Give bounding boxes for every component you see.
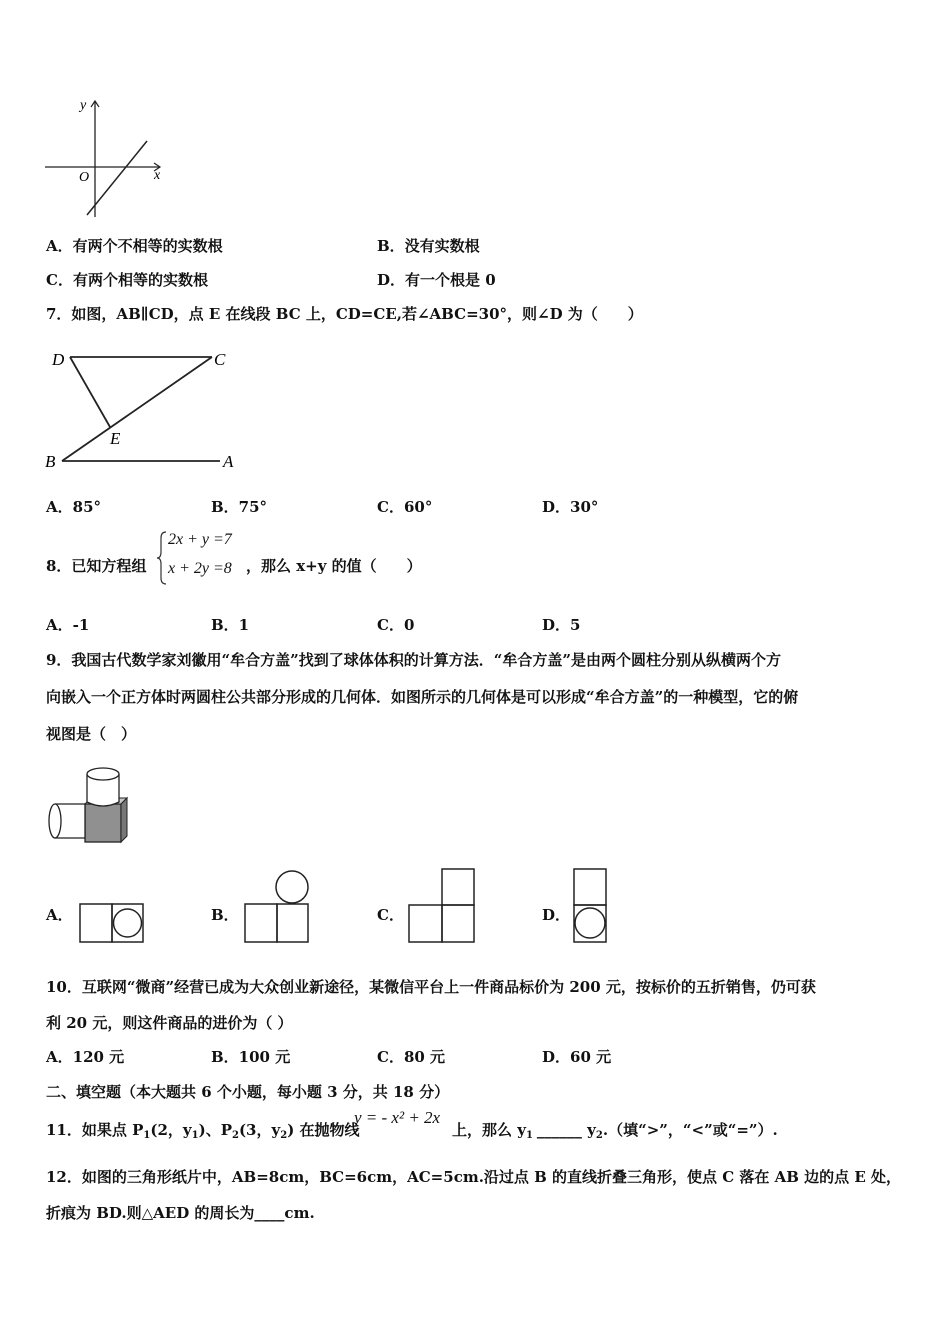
q11-part-6: 上，那么 y xyxy=(452,1121,526,1139)
q6-option-a: A．有两个不相等的实数根 xyxy=(46,237,223,255)
q9-line-2: 向嵌入一个正方体时两圆柱公共部分形成的几何体．如图所示的几何体是可以形成“牟合方盖”的一种模型，它的俯 xyxy=(46,688,799,706)
x-axis-label: x xyxy=(154,168,161,183)
q8-suffix: ，那么 x+y 的值（ ） xyxy=(246,557,422,575)
q9-option-a-label: A． xyxy=(46,906,73,924)
q12-line-2: 折痕为 BD.则△AED 的周长为____cm. xyxy=(46,1204,315,1222)
q7-option-a: A．85° xyxy=(46,498,102,516)
y-axis-label: y xyxy=(80,98,87,113)
equation-brace xyxy=(156,530,168,586)
q10-option-b: B．100 元 xyxy=(211,1048,291,1066)
section-2-heading: 二、填空题（本大题共 6 个小题，每小题 3 分，共 18 分） xyxy=(46,1083,450,1101)
q10-line-2: 利 20 元，则这件商品的进价为（ ） xyxy=(46,1014,293,1032)
label-d: D xyxy=(52,350,65,369)
equation-1: 2x + y =7 xyxy=(168,531,232,548)
origin-label: O xyxy=(79,170,90,185)
q9-option-c-label: C． xyxy=(377,906,404,924)
q11-part-4: (3，y xyxy=(238,1121,281,1139)
cylinder-cube-model xyxy=(45,764,130,846)
q7-option-c: C．60° xyxy=(377,498,433,516)
q7-stem: 7．如图，AB∥CD，点 E 在线段 BC 上，CD=CE,若∠ABC=30°，则∠D 为（ ） xyxy=(46,305,643,323)
label-b: B xyxy=(45,452,56,471)
q7-option-d: D．30° xyxy=(542,498,599,516)
q11-blank[interactable]: ______ xyxy=(536,1121,582,1139)
q11-part-1: 11．如果点 P xyxy=(46,1121,144,1139)
segment-bc xyxy=(62,357,212,461)
q10-option-d: D．60 元 xyxy=(542,1048,612,1066)
q6-option-c: C．有两个相等的实数根 xyxy=(46,271,208,289)
q11-sub-7: 2 xyxy=(595,1130,603,1141)
q10-option-a: A．120 元 xyxy=(46,1048,125,1066)
q11-text-tail xyxy=(452,1120,778,1146)
label-e: E xyxy=(110,429,121,448)
q9-line-1: 9．我国古代数学家刘徽用“牟合方盖”找到了球体体积的计算方法．“牟合方盖”是由两个圆柱分别从纵横两个方 xyxy=(46,651,781,669)
q9-option-b-figure xyxy=(242,866,312,946)
q7-figure xyxy=(42,345,247,475)
q6-line-graph xyxy=(42,95,172,220)
q6-option-d: D．有一个根是 0 xyxy=(377,271,496,289)
q8-option-b: B．1 xyxy=(211,616,250,634)
q8-prefix: 8．已知方程组 xyxy=(46,557,147,575)
q8-option-a: A．-1 xyxy=(46,616,90,634)
q12-line-1: 12．如图的三角形纸片中，AB=8cm，BC=6cm，AC=5cm.沿过点 B 的直线折叠三角形，使点 C 落在 AB 边的点 E 处， xyxy=(46,1168,902,1186)
q11-part-7: y xyxy=(581,1121,596,1139)
q11-part-2: (2，y xyxy=(150,1121,192,1139)
parabola-formula: y = - x² + 2x xyxy=(354,1108,441,1127)
q6-option-b: B．没有实数根 xyxy=(377,237,480,255)
q11-part-5: ) 在抛物线 xyxy=(287,1121,360,1139)
q11-sub-6: 1 xyxy=(525,1130,533,1141)
q10-line-1: 10．互联网“微商”经营已成为大众创业新途径，某微信平台上一件商品标价为 200 元，按标价的五折销售，仍可获 xyxy=(46,978,816,996)
q7-option-b: B．75° xyxy=(211,498,268,516)
q9-option-d-figure xyxy=(571,866,611,946)
cube xyxy=(85,804,121,842)
q11-part-3: )、P xyxy=(198,1121,232,1139)
equation-2: x + 2y =8 xyxy=(168,560,232,577)
q8-option-d: D．5 xyxy=(542,616,581,634)
q11-sub-4: 2 xyxy=(280,1130,288,1141)
q9-line-3: 视图是（ ） xyxy=(46,725,137,743)
q9-option-d-label: D． xyxy=(542,906,571,924)
graph-line xyxy=(87,141,147,215)
q11-part-8: .（填“>”，“<”或“=”）. xyxy=(602,1121,778,1139)
q11-sub-1: 1 xyxy=(143,1130,151,1141)
q10-option-c: C．80 元 xyxy=(377,1048,446,1066)
q9-option-b-label: B． xyxy=(211,906,239,924)
label-a: A xyxy=(223,452,234,471)
q11-sub-3: 2 xyxy=(231,1130,239,1141)
q11-sub-2: 1 xyxy=(191,1130,199,1141)
label-c: C xyxy=(214,350,226,369)
q9-option-c-figure xyxy=(406,866,478,946)
q11-text xyxy=(46,1120,360,1146)
q8-option-c: C．0 xyxy=(377,616,415,634)
segment-de xyxy=(70,357,110,427)
q9-option-a-figure xyxy=(78,900,146,944)
